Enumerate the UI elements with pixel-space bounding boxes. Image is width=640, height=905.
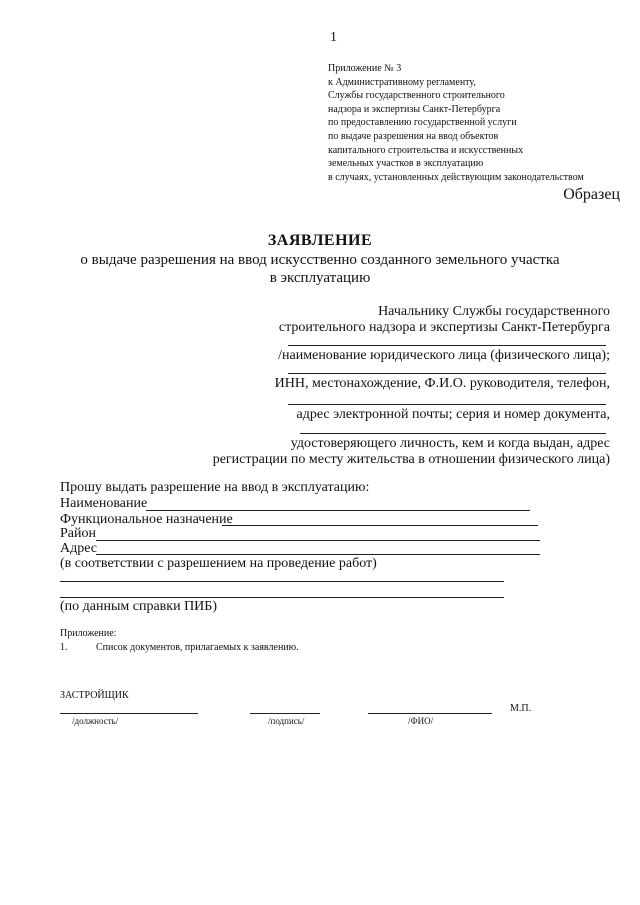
extra-blank-line[interactable]	[60, 581, 504, 582]
addressee-line: Начальнику Службы государственного	[378, 304, 610, 319]
applicant-hint: ИНН, местонахождение, Ф.И.О. руководителя, телефон,	[274, 376, 610, 391]
applicant-blank-line[interactable]	[300, 433, 606, 434]
request-intro: Прошу выдать разрешение на ввод в эксплуатацию:	[60, 480, 370, 495]
appendix-line: Приложение № 3	[328, 63, 402, 74]
applicant-blank-line[interactable]	[288, 404, 606, 405]
subtitle-line: о выдаче разрешения на ввод искусственно созданного земельного участка	[80, 252, 560, 268]
appendix-line: к Административному регламенту,	[328, 76, 476, 88]
field-label-purpose: Функциональное назначение	[60, 512, 233, 527]
field-label-address: Адрес	[60, 541, 98, 556]
subtitle-line: в эксплуатацию	[269, 270, 371, 286]
name-signature-line[interactable]	[368, 713, 492, 714]
addressee-line: строительного надзора и экспертизы Санкт-Петербурга	[278, 320, 610, 335]
position-caption: /должность/	[72, 716, 119, 726]
field-name-input[interactable]	[146, 510, 530, 511]
seal-label: М.П.	[510, 703, 532, 714]
applicant-hint: /наименование юридического лица (физического лица);	[278, 348, 610, 363]
field-address-input[interactable]	[96, 554, 540, 555]
attachment-item-number: 1.	[60, 642, 68, 653]
field-purpose-input[interactable]	[222, 525, 538, 526]
appendix-line: Службы государственного строительного	[328, 90, 505, 102]
applicant-hint: регистрации по месту жительства в отношении физического лица)	[212, 452, 610, 467]
appendix-line: надзора и экспертизы Санкт-Петербурга	[328, 103, 501, 115]
appendix-line: по выдаче разрешения на ввод объектов	[328, 130, 499, 142]
appendix-line: земельных участков в эксплуатацию	[328, 158, 484, 170]
applicant-hint: удостоверяющего личность, кем и когда выдан, адрес	[290, 436, 610, 451]
document-title: ЗАЯВЛЕНИЕ	[267, 232, 373, 249]
name-caption: /ФИО/	[408, 716, 434, 726]
sign-signature-line[interactable]	[250, 713, 320, 714]
applicant-hint: адрес электронной почты; серия и номер документа,	[296, 407, 610, 422]
document-subtitle	[0, 251, 640, 287]
field-district-input[interactable]	[96, 540, 540, 541]
applicant-blank-line[interactable]	[288, 345, 606, 346]
field-label-name: Наименование	[60, 496, 148, 511]
field-label-district: Район	[60, 526, 96, 541]
developer-label: ЗАСТРОЙЩИК	[60, 690, 129, 701]
extra-blank-line[interactable]	[60, 597, 504, 598]
appendix-header	[328, 62, 584, 184]
position-signature-line[interactable]	[60, 713, 198, 714]
sample-label: Образец	[563, 186, 620, 203]
appendix-line: капитального строительства и искусственных	[328, 144, 524, 156]
sign-caption: /подпись/	[268, 716, 305, 726]
page-number: 1	[330, 30, 337, 45]
permit-note: (в соответствии с разрешением на проведение работ)	[60, 556, 377, 571]
appendix-line: по предоставлению государственной услуги	[328, 117, 517, 129]
attachment-label: Приложение:	[60, 628, 117, 639]
applicant-blank-line[interactable]	[288, 373, 606, 374]
appendix-line: в случаях, установленных действующим законодательством	[328, 171, 584, 183]
pib-note: (по данным справки ПИБ)	[60, 599, 217, 614]
attachment-item-text: Список документов, прилагаемых к заявлению.	[96, 642, 299, 653]
